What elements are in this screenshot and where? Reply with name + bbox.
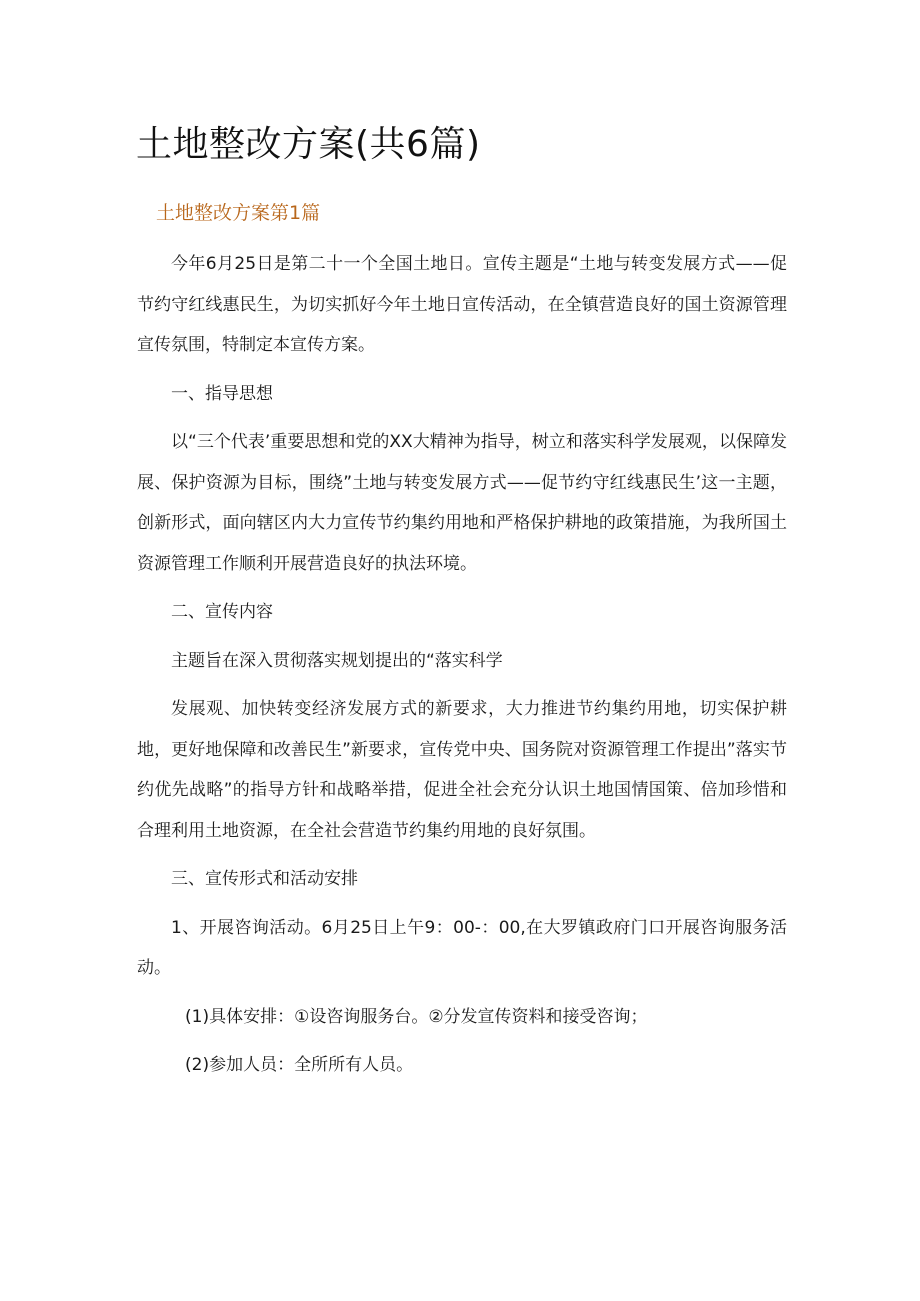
paragraph-theme: 主题旨在深入贯彻落实规划提出的“落实科学 bbox=[171, 650, 503, 671]
subheading-publicity-content: 二、宣传内容 bbox=[171, 602, 273, 622]
paragraph-consultation: 1、开展咨询活动。6月25日上午9：00-：00,在大罗镇政府门口开展咨询服务活动。 bbox=[137, 917, 787, 978]
list-item-arrangement: (1)具体安排：①设咨询服务台。②分发宣传资料和接受咨询； bbox=[185, 1006, 648, 1027]
subheading-guiding-ideology: 一、指导思想 bbox=[171, 383, 273, 404]
document-body bbox=[137, 244, 787, 1094]
paragraph-development: 发展观、加快转变经济发展方式的新要求，大力推进节约集约用地，切实保护耕地，更好地保障和改善民生”新要求，宣传党中央、国务院对资源管理工作提出”落实节约优先战略”的指导方针和战略举措，促进全社会充分认识土地国情国策、倍加珍惜和合理利用土地资源，在全社会营造节约集约用地的良好氛围。 bbox=[137, 699, 787, 841]
list-item-participants: (2)参加人员：全所所有人员。 bbox=[185, 1055, 414, 1075]
document-title: 土地整改方案(共6篇) bbox=[136, 124, 481, 165]
paragraph-intro: 今年6月25日是第二十一个全国土地日。宣传主题是“土地与转变发展方式——促节约守红线惠民生，为切实抓好今年土地日宣传活动，在全镇营造良好的国土资源管理宣传氛围，特制定本宣传方案。 bbox=[137, 254, 787, 355]
subheading-publicity-forms: 三、宣传形式和活动安排 bbox=[171, 869, 358, 889]
section-heading: 土地整改方案第1篇 bbox=[156, 202, 321, 224]
paragraph-guiding-ideology: 以“三个代表’重要思想和党的XX大精神为指导，树立和落实科学发展观，以保障发展、保护资源为目标，围绕”土地与转变发展方式——促节约守红线惠民生’这一主题，创新形式，面向辖区内大力宣传节约集约用地和严格保护耕地的政策措施，为我所国土资源管理工作顺利开展营造良好的执法环境。 bbox=[137, 432, 787, 574]
